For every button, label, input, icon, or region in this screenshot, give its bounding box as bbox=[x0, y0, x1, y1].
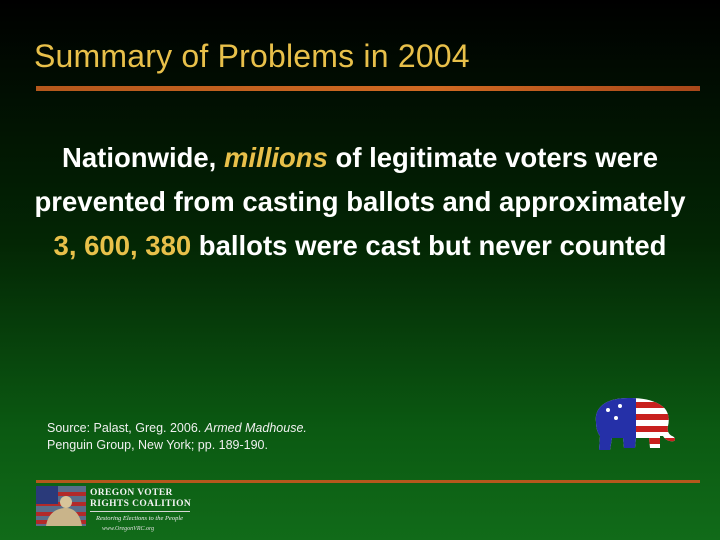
slide-title: Summary of Problems in 2004 bbox=[34, 38, 470, 74]
logo-name-line-2: RIGHTS COALITION bbox=[90, 499, 192, 509]
statement-part-2: of legitimate voters were prevented from casting ballots and approximately bbox=[34, 142, 686, 217]
logo-name-line-1: OREGON VOTER bbox=[90, 488, 173, 498]
emphasis-millions: millions bbox=[223, 142, 328, 173]
logo-tagline: Restoring Elections to the People bbox=[96, 515, 184, 522]
source-prefix: Source: Palast, Greg. 2006. bbox=[47, 421, 205, 435]
main-statement bbox=[20, 136, 700, 268]
coalition-logo bbox=[36, 484, 236, 538]
footer-divider bbox=[36, 480, 700, 483]
source-citation bbox=[47, 420, 467, 454]
source-publisher: Penguin Group, New York; pp. 189-190. bbox=[47, 438, 268, 452]
logo-rule bbox=[90, 511, 190, 512]
logo-name bbox=[90, 488, 191, 510]
emphasis-ballot-count: 3, 600, 380 bbox=[53, 230, 192, 261]
logo-url: www.OregonVRC.org bbox=[102, 526, 155, 532]
statement-part-1: Nationwide, bbox=[62, 142, 224, 173]
flag-logo-icon bbox=[36, 486, 86, 526]
republican-elephant-icon bbox=[588, 392, 680, 454]
source-book-title: Armed Madhouse. bbox=[204, 421, 307, 435]
statement-part-3: ballots were cast but never counted bbox=[191, 230, 667, 261]
title-divider bbox=[36, 86, 700, 91]
